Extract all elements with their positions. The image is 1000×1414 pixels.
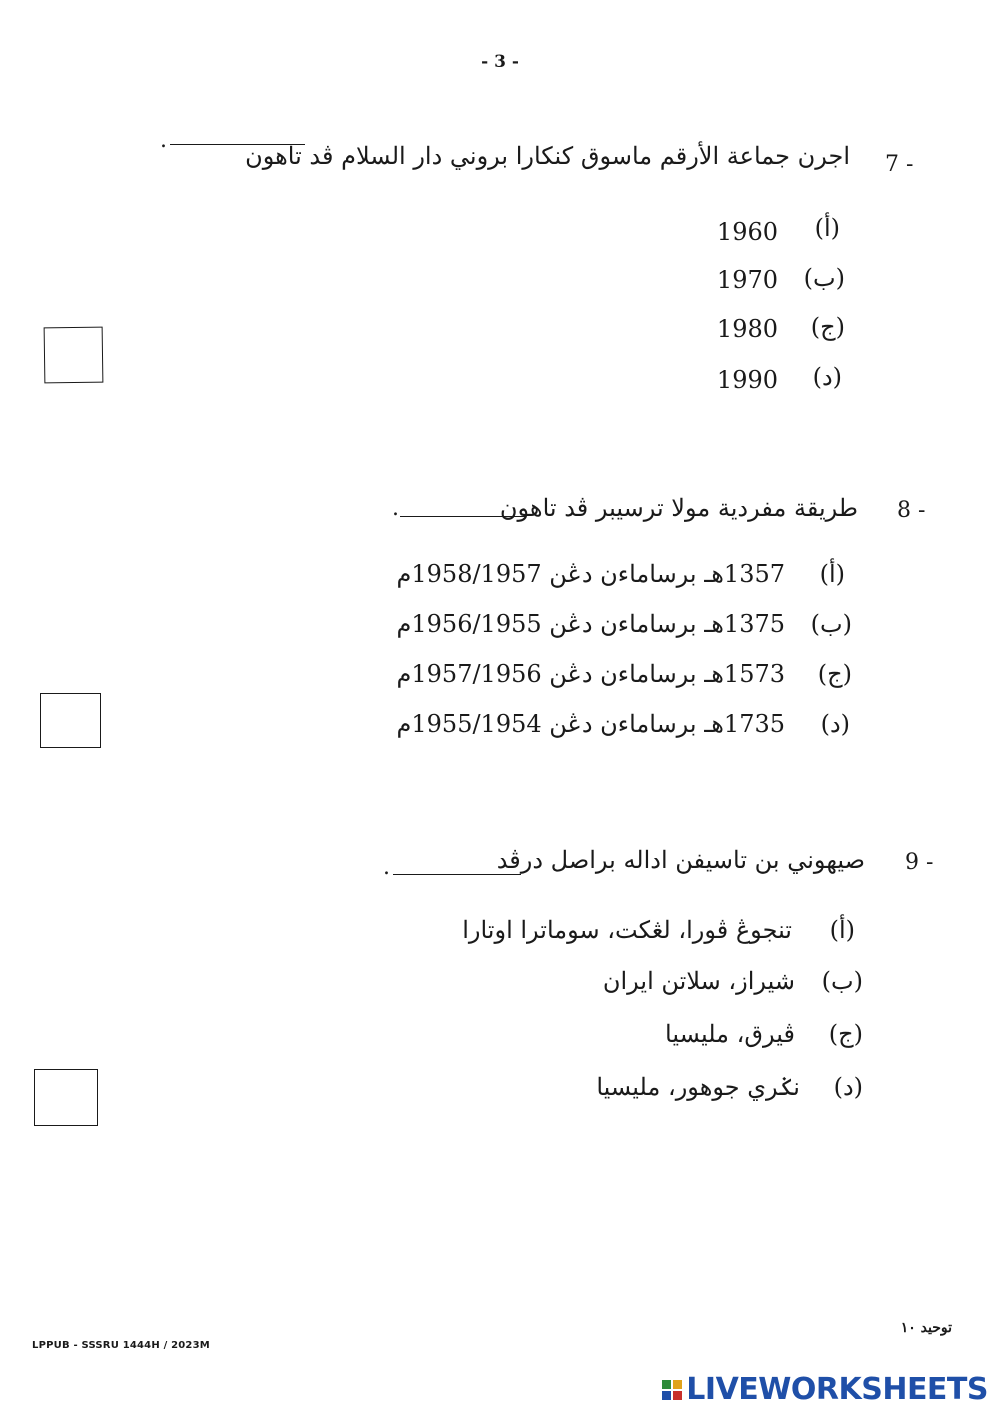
- answer-box[interactable]: [34, 1069, 98, 1126]
- answer-blank-line: [393, 874, 521, 875]
- option-label: (ب): [821, 967, 863, 995]
- option-label: (ج): [817, 660, 852, 688]
- option-label: (د): [812, 363, 842, 391]
- answer-blank-line: [400, 516, 525, 517]
- option-text: 1573هـ برساماءن دڠن 1957/1956م: [396, 660, 785, 688]
- option-label: (أ): [829, 916, 855, 944]
- question-end-dot: .: [160, 128, 167, 153]
- footer-subject: توحيد ١٠: [900, 1320, 952, 1336]
- option-text: 1357هـ برساماءن دڠن 1958/1957م: [396, 560, 785, 588]
- logo-text: LIVEWORKSHEETS: [686, 1372, 988, 1407]
- liveworksheets-logo: [662, 1372, 988, 1407]
- question-number: 8 -: [897, 498, 926, 523]
- option-text: 1960: [716, 218, 778, 246]
- question-text: طريقة مفردية مولا ترسيبر ڤد تاهون: [499, 494, 858, 522]
- question-number: 7 -: [885, 152, 914, 177]
- option-label: (أ): [814, 214, 840, 242]
- option-text: 1980: [716, 315, 778, 343]
- option-text: 1990: [716, 366, 778, 394]
- option-text: ڤيرق، مليسيا: [665, 1020, 795, 1048]
- question-end-dot: .: [383, 855, 390, 880]
- option-label: (د): [820, 710, 850, 738]
- answer-box[interactable]: [40, 693, 101, 748]
- question-end-dot: .: [392, 496, 399, 521]
- option-label: (ج): [810, 313, 845, 341]
- option-label: (ب): [810, 610, 852, 638]
- answer-box[interactable]: [44, 327, 104, 384]
- option-text: 1970: [716, 266, 778, 294]
- footer-code: LPPUB - SSSRU 1444H / 2023M: [32, 1340, 210, 1351]
- option-text: تنجوڠ ڤورا، لڠكت، سوماترا اوتارا: [462, 916, 792, 944]
- option-label: (ب): [803, 264, 845, 292]
- option-text: نݢري جوهور، مليسيا: [596, 1073, 800, 1101]
- option-text: شيراز، سلاتن ايران: [602, 967, 795, 995]
- option-label: (د): [833, 1073, 863, 1101]
- question-text: صيهوني بن تاسيفن اداله براصل درڤد: [496, 846, 865, 874]
- question-number: 9 -: [905, 850, 934, 875]
- answer-blank-line: [170, 144, 305, 145]
- logo-mark-icon: [662, 1380, 682, 1400]
- option-label: (ج): [828, 1020, 863, 1048]
- option-text: 1735هـ برساماءن دڠن 1955/1954م: [396, 710, 785, 738]
- option-text: 1375هـ برساماءن دڠن 1956/1955م: [396, 610, 785, 638]
- option-label: (أ): [819, 560, 845, 588]
- question-text: اجرن جماعة الأرقم ماسوق كنكارا بروني دار السلام ڤد تاهون: [245, 142, 850, 170]
- page-number: - 3 -: [481, 52, 519, 72]
